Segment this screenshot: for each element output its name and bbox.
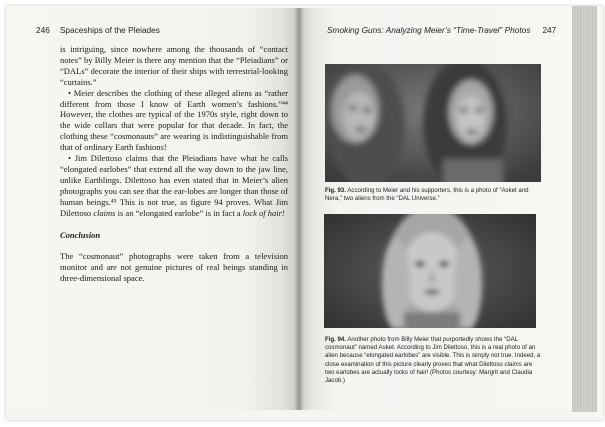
left-body-text <box>60 44 288 284</box>
left-running-title: Spaceships of the Pleiades <box>59 25 160 35</box>
figure-94-photo <box>324 214 536 328</box>
figure-94-caption-text-b: are two earlobes are actually locks of hair! (Photos courtesy: Margrit and Claudia Jacob.) <box>325 360 533 385</box>
figure-94-label: Fig. 94. <box>325 336 346 343</box>
figure-93-photo <box>325 64 541 182</box>
earlobe-text-lock: lock of hair! <box>242 207 285 218</box>
bullet-paragraph-earlobes <box>60 153 288 218</box>
right-running-head <box>327 25 556 35</box>
left-page-number: 246 <box>36 25 50 35</box>
earlobe-text-claims: claims <box>93 207 116 218</box>
figure-93-caption <box>325 187 543 203</box>
earlobe-text-a: • Jim Dilettoso claims that the Pleiadians have what he calls “elongated earlobes” that extend all the way down to the jaw line, unlike Earthlings. Dilettoso has even stated that in Meier’s alien photographs you can see that the ear-lobes are longer than those of human beings.⁴⁵ This is not true, as figure 94 proves. What Jim Dilettoso <box>60 153 288 218</box>
book-gutter <box>294 8 304 410</box>
figure-93-caption-text: According to Meier and his supporters, this is a photo of “Asket and Nera,” two aliens from the “DAL Universe.” <box>325 187 529 203</box>
figure-93-image <box>325 64 541 182</box>
figure-94-image <box>324 214 536 328</box>
paragraph: is intriguing, since nowhere among the thousands of “contact notes” by Billy Meier is there any mention that the “Pleiadians” or “DALs” decorate the interior of their ships with terrestrial-looking “curtains.” <box>60 44 288 87</box>
right-running-title: Smoking Guns: Analyzing Meier’s “Time-Travel” Photos <box>327 25 531 35</box>
figure-94-caption-claims: claims <box>504 360 522 368</box>
figure-94-caption-text-a: Another photo from Billy Meier that purportedly shows the “DAL cosmonaut” named Asket. According to Jim Dilettoso, this is a real photo of an alien because “elongated earlobes” are visible. This is simply not true. Indeed, a close examination of this picture clearly proves that what Dilettoso <box>325 336 541 368</box>
left-running-head <box>36 25 160 35</box>
right-page-number: 247 <box>542 25 557 35</box>
page-edges <box>572 6 597 412</box>
figure-94-caption <box>325 336 543 385</box>
conclusion-paragraph: The “cosmonaut” photographs were taken from a television monitor and are not genuine pictures of real beings standing in three-dimensional space. <box>60 251 288 284</box>
figure-93-label: Fig. 93. <box>325 187 346 194</box>
section-heading: Conclusion <box>60 229 101 240</box>
bullet-paragraph-clothing: • Meier describes the clothing of these alleged aliens as “rather different from those I know of Earth women’s fashions.”⁴⁴ However, the clothes are typical of the 1970s style, right down to the wide collars that were popular for that decade. In fact, the clothing these “cosmonauts” are wearing is indistinguishable from that of ordinary Earth fashions! <box>60 87 288 153</box>
earlobe-text-b: is an “elongated earlobe” is in fact a <box>117 207 241 218</box>
